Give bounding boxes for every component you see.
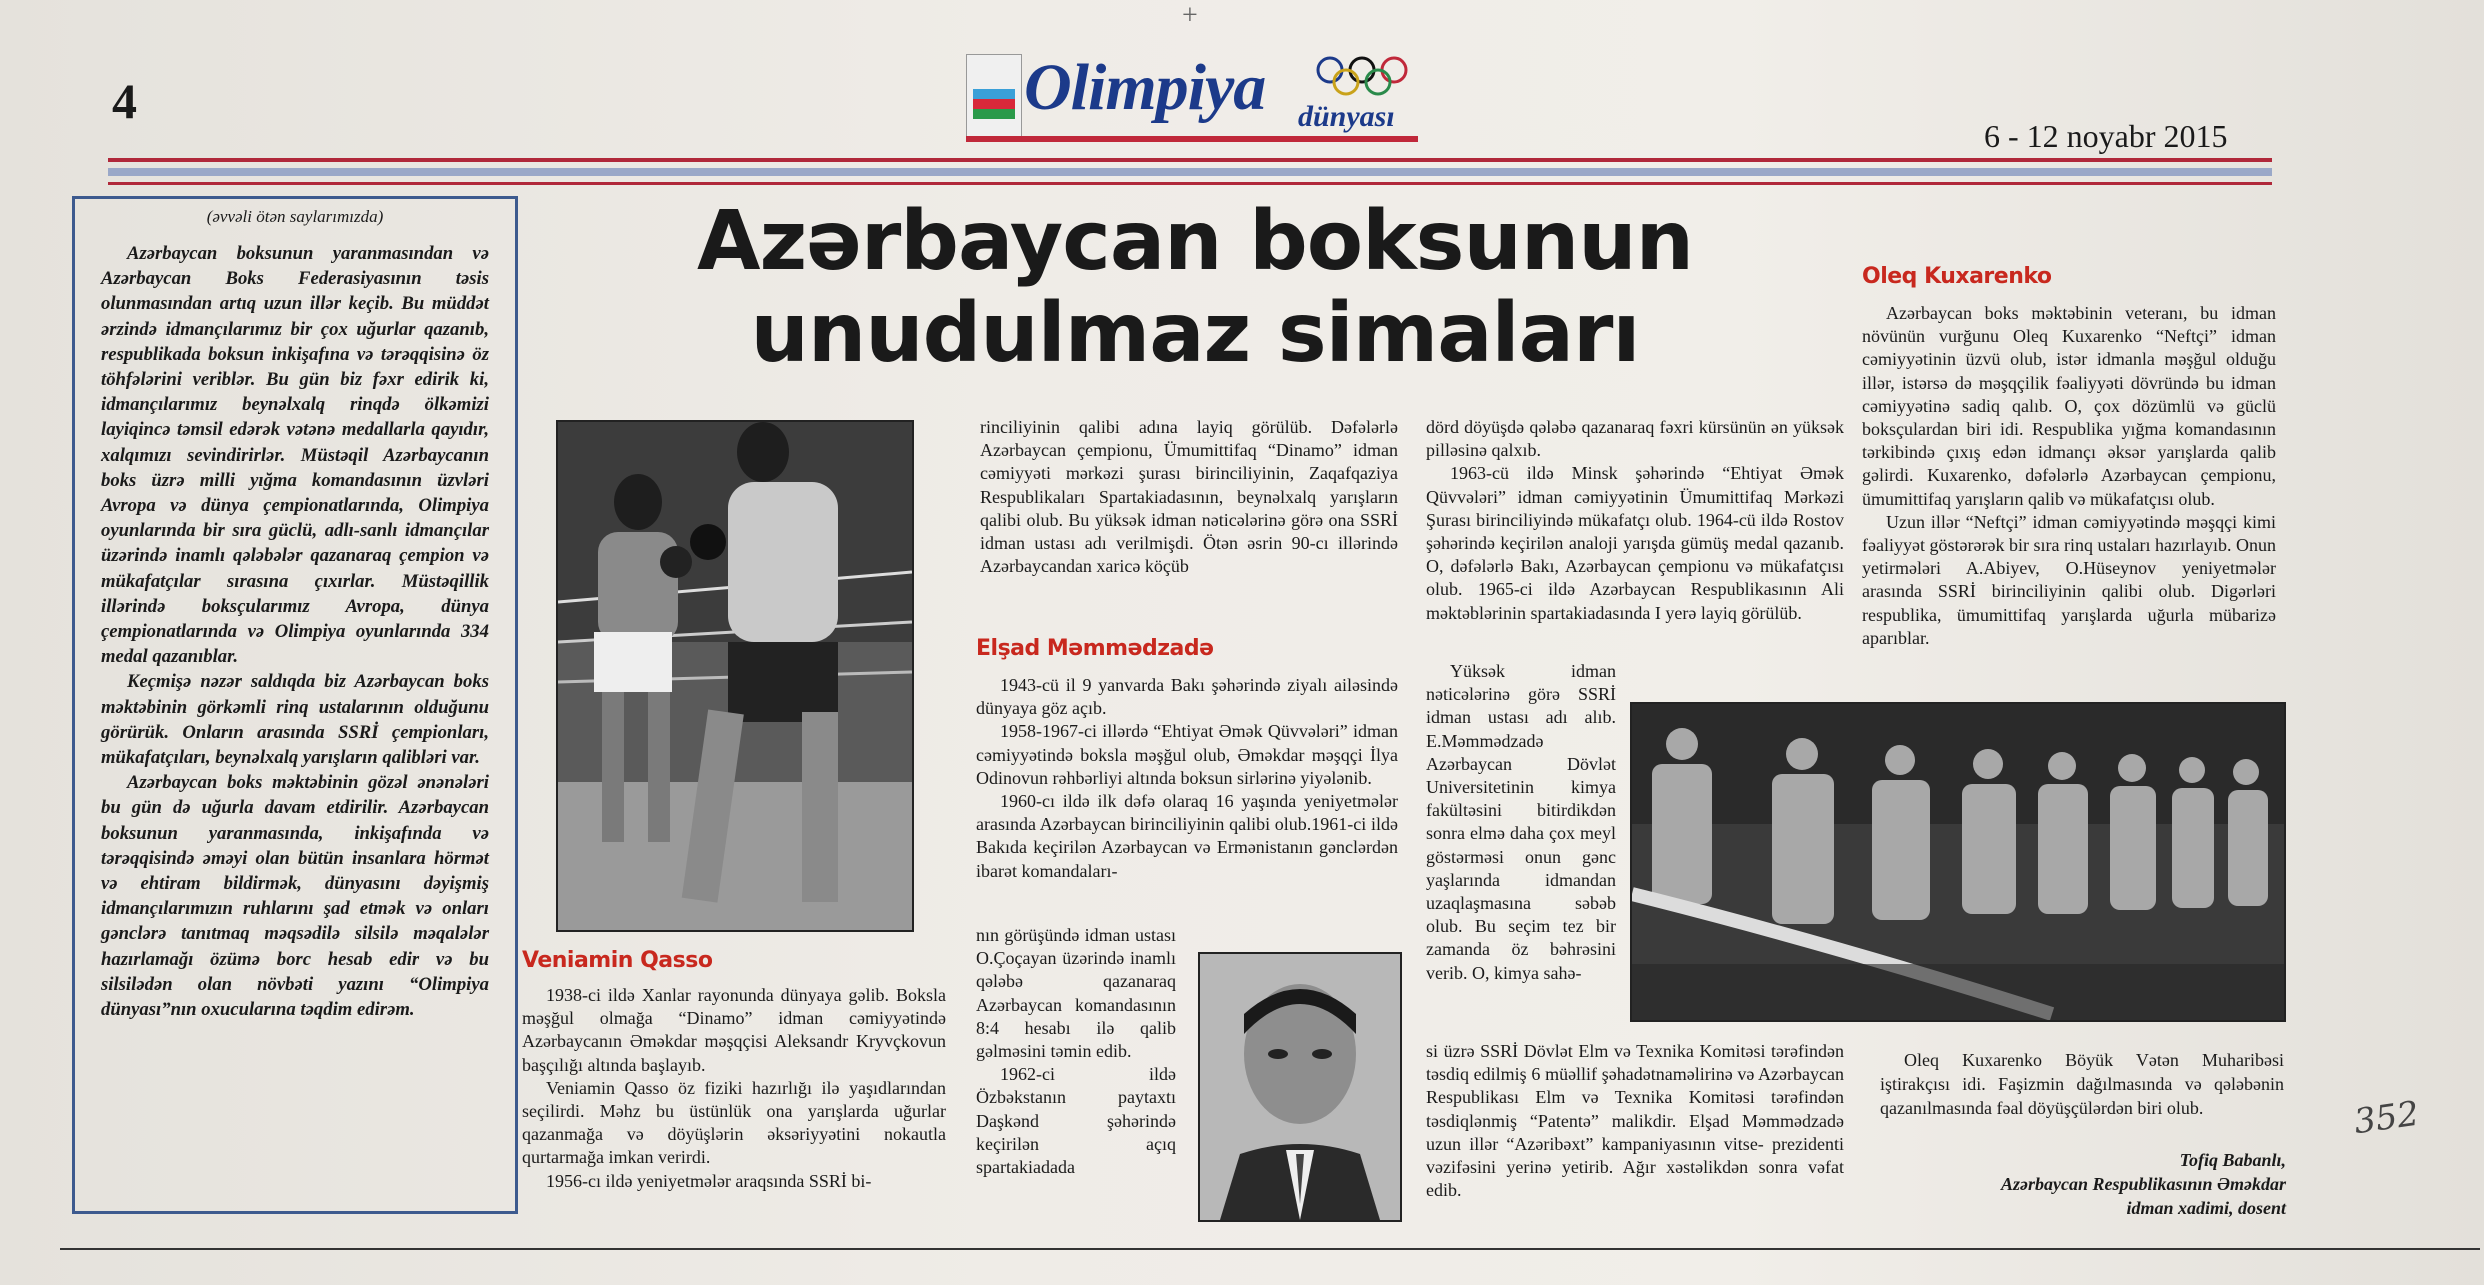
sidebar-paragraph: Azərbaycan boksunun yaranmasından və Azərbaycan Boks Federasiyasının təsis olunmasından artıq uzun illər keçib. Bu müddət ərzində idmançılarımız bir çox uğurlar qazanıb, respublikada boksun inkişafına və tərəqqisinə öz töhfələrini veriblər. Bu gün biz fəxr edirik ki, idmançılarımız beynəlxalq rinqdə ölkəmizi layiqincə təmsil edərək vətənə medallarla qayıdır, xalqımızı sevindirirlər. Müstəqil Azərbaycanın boks üzrə milli yığma komandasının üzvləri Avropa və dünya çempionatlarında, Olimpiya oyunlarında bir sıra güclü, adlı-sanlı idmançılar üzərində inamlı qələbələr qazanaraq çempion və mükafatçılar sırasına çıxırlar. Müstəqillik illərində boksçularımız Avropa, dünya çempionatlarında və Olimpiya oyunlarında 334 medal qazanıblar. <box>101 243 489 668</box>
column-3-bottom <box>1426 1040 1844 1202</box>
kuxarenko-paragraph: Uzun illər “Neftçi” idman cəmiyyətində məşqçi kimi fəaliyyət göstərərək bir sıra rinq ustaları hazırlayıb. Onun yetirmələri A.Abiyev, O.Hüseynov yeniyetmələr arasında SSRİ birinciliyinin qalibi olub. Digərləri respublika, ümumittifaq yarışlarda uğurla mübarizə aparıblar. <box>1862 511 2276 648</box>
author-name: Tofiq Babanlı, <box>2179 1150 2286 1170</box>
mammadzade-paragraph: 1963-cü ildə Minsk şəhərində “Ehtiyat Əmək Qüvvələri” idman cəmiyyətinin Ümumittifaq Mərkəzi Şurası birinciliyində mükafatçı olub. 1964-cü ildə Rostov şəhərində keçirilən analoji yarışda gümüş medal qazanıb. O, dəfələrlə Bakı, Azərbaycan çempionu və mükafatçısı olub. 1965-ci ildə Azərbaycan Respublikasının Ali məktəblərinin spartakiadasında I yerə layiq görülüb. <box>1426 463 1844 623</box>
masthead-bar <box>966 136 1418 142</box>
heading-kuxarenko: Oleq Kuxarenko <box>1862 264 2052 289</box>
header-rule <box>108 158 2272 162</box>
boxing-scene-image <box>558 422 912 930</box>
masthead-title: Olimpiya <box>1024 51 1266 124</box>
portrait-photo <box>1198 952 1402 1222</box>
olympic-rings-icon <box>1314 54 1410 98</box>
column-2-top <box>980 416 1398 578</box>
mammadzade-text <box>976 674 1398 883</box>
qasso-paragraph: Veniamin Qasso öz fiziki hazırlığı ilə yaşıdlarından seçilirdi. Məhz bu üstünlük ona yarışlarda uğurlar qazanmağa və döyüşlərin əksəriyyətini nokautla qurtarmağa imkan verirdi. <box>522 1077 946 1168</box>
author-signature <box>1862 1148 2286 1220</box>
headline-line-2: unudulmaz simaları <box>750 286 1640 381</box>
heading-qasso: Veniamin Qasso <box>522 948 713 973</box>
team-lineup-image <box>1632 704 2284 1020</box>
mammadzade-paragraph: dörd döyüşdə qələbə qazanaraq fəxri kürsünün ən yüksək pilləsinə qalxıb. <box>1426 417 1844 461</box>
mammadzade-narrow-text <box>976 924 1176 1179</box>
author-title-line: Azərbaycan Respublikasının Əməkdar <box>2000 1174 2286 1194</box>
masthead <box>966 48 1418 144</box>
kuxarenko-text <box>1862 302 2276 650</box>
photo-caption: Oleq Kuxarenko Böyük Vətən Muharibəsi iştirakçısı idi. Faşizmin dağılmasında və qələbənin qazanılmasında fəal döyüşçülərdən biri olub. <box>1880 1050 2284 1118</box>
column-3-top <box>1426 416 1844 625</box>
kuxarenko-paragraph: Azərbaycan boks məktəbinin veteranı, bu idman növünün vurğunu Oleq Kuxarenko “Neftçi” idman cəmiyyətinin üzvü olub, istər idmanla məşğul olduğu illər, istərsə də məşqçilik fəaliyyəti dövründə bu idman cəmiyyətinə sadiq qalıb. O, çox dözümlü və güclü boksçulardan biri idi. Respublika yığma komandasının tərkibində çıxış edən idmançı əksər yarışlarda qalib gəlirdi. Kuxarenko, dəfələrlə Azərbaycan çempionu, ümumittifaq yarışların qalib və mükafatçısı olub. <box>1862 303 2276 509</box>
qasso-text <box>522 984 946 1193</box>
sidebar-paragraph: Azərbaycan boks məktəbinin gözəl ənənələri bu gün də uğurla davam etdirilir. Azərbaycan boksunun yaranmasında, inkişafında və tərəqqisində əməyi olan bütün insanlara hörmət və ehtiram bildirmək, dünyasını dəyişmiş idmançılarımızın ruhlarını şad etmək və onları gənclərə tanıtmaq məqsədilə silsilə məqalələr hazırlamağı özümə borc hesab edir və bu silsilədən olan növbəti yazını “Olimpiya dünyası”nın oxucularına təqdim edirəm. <box>101 772 489 1021</box>
qasso-paragraph: 1956-cı ildə yeniyetmələr araqsında SSRİ bi- <box>546 1170 872 1191</box>
intro-sidebar <box>72 196 518 1214</box>
header-rule-blue <box>108 168 2272 176</box>
page-number: 4 <box>112 73 137 129</box>
issue-date: 6 - 12 noyabr 2015 <box>1984 118 2228 154</box>
mammadzade-paragraph: 1960-cı ildə ilk dəfə olaraq 16 yaşında yeniyetmələr arasında Azərbaycan birinciliyinin qalibi olub.1961-ci ildə Bakıda keçirilən Azərbaycan və Ermənistanın gənclərdən ibarət komandaları- <box>976 791 1398 881</box>
mammadzade-paragraph: 1958-1967-ci illərdə “Ehtiyat Əmək Qüvvələri” idman cəmiyyətində boksla məşğul olub, Əməkdar məşqçi İlya Odinovun rəhbərliyi altında boksun sirlərinə yiyələnib. <box>976 721 1398 788</box>
author-title-line: idman xadimi, dosent <box>2126 1198 2286 1218</box>
qasso-continued: rinciliyinin qalibi adına layiq görülüb. Dəfələrlə Azərbaycan çempionu, Ümumittifaq “Dinamo” idman cəmiyyəti mərkəzi şurası birinciliyinin, Zaqafqaziya Respublikaları Spartakiadasının, beynəlxalq yarışların qalibi olub. Bu yüksək idman nəticələrinə görə ona SSRİ idman ustası adı verilmişdi. Ötən əsrin 90-cı illərində Azərbaycandan xaricə köçüb <box>980 417 1398 577</box>
mammadzade-paragraph: 1943-cü il 9 yanvarda Bakı şəhərində ziyalı ailəsində dünyaya göz açıb. <box>976 675 1398 719</box>
mammadzade-paragraph: Yüksək idman nəticələrinə görə SSRİ idman ustası adı alıb. E.Məmmədzadə Azərbaycan Dövlət Universitetinin kimya fakültəsini bitirdikdən sonra elmə daha çox meyl göstərməsi onun gənc yaşlarında idmandan uzaqlaşmasına səbəb olub. Bu seçim tez bir zamanda öz bəhrəsini verib. O, kimya sahə- <box>1426 661 1616 983</box>
boxing-photo <box>556 420 914 932</box>
registration-mark: + <box>1182 0 1198 31</box>
bottom-rule <box>60 1248 2480 1250</box>
handwritten-note: 352 <box>2351 1093 2422 1143</box>
sidebar-intro: (əvvəli ötən saylarımızda) <box>206 207 384 226</box>
headline-line-1: Azərbaycan boksunun <box>697 194 1693 289</box>
portrait-image <box>1200 954 1400 1220</box>
masthead-subtitle: dünyası <box>1298 100 1395 133</box>
team-photo <box>1630 702 2286 1022</box>
heading-mammadzade: Elşad Məmmədzadə <box>976 636 1214 661</box>
sidebar-paragraph: Keçmişə nəzər saldıqda biz Azərbaycan boks məktəbinin görkəmli rinq ustalarının olduğunu görürük. Onların arasında SSRİ çempionları, mükafatçıları, beynəlxalq yarışların qalibləri var. <box>101 671 489 769</box>
mammadzade-paragraph: 1962-ci ildə Özbəkstanın paytaxtı Daşkənd şəhərində keçirilən açıq spartakiadada <box>976 1064 1176 1178</box>
mammadzade-paragraph: si üzrə SSRİ Dövlət Elm və Texnika Komitəsi tərəfindən təsdiq edilmiş 6 müəllif şəhadətnaməlirinə və Azərbaycan Respublikası Elm və Texnika Komitəsi tərəfindən təsdiqlənmiş “Patentə” malikdir. Elşad Məmmədzadə uzun illər “Azəribəxt” kampaniyasının vitse- prezidenti vəzifəsini yerinə yetirib. Ağır xəstəlikdən sonra vəfat edib. <box>1426 1041 1844 1201</box>
mammadzade-paragraph: nın görüşündə idman ustası O.Çoçayan üzərində inamlı qələbə qazanaraq Azərbaycan komandasının 8:4 hesabı ilə qalib gəlməsini təmin edib. <box>976 925 1176 1062</box>
headline <box>560 196 1830 380</box>
flag-logo-icon <box>966 54 1022 140</box>
qasso-paragraph: 1938-ci ildə Xanlar rayonunda dünyaya gəlib. Boksla məşğul olmağa “Dinamo” idman cəmiyyətində Azərbaycanın Əməkdar məşqçisi Aleksandr Kryvçkovun başçılığı altında başlayıb. <box>522 985 946 1075</box>
header-rule-lower <box>108 182 2272 185</box>
column-3-narrow <box>1426 660 1616 985</box>
